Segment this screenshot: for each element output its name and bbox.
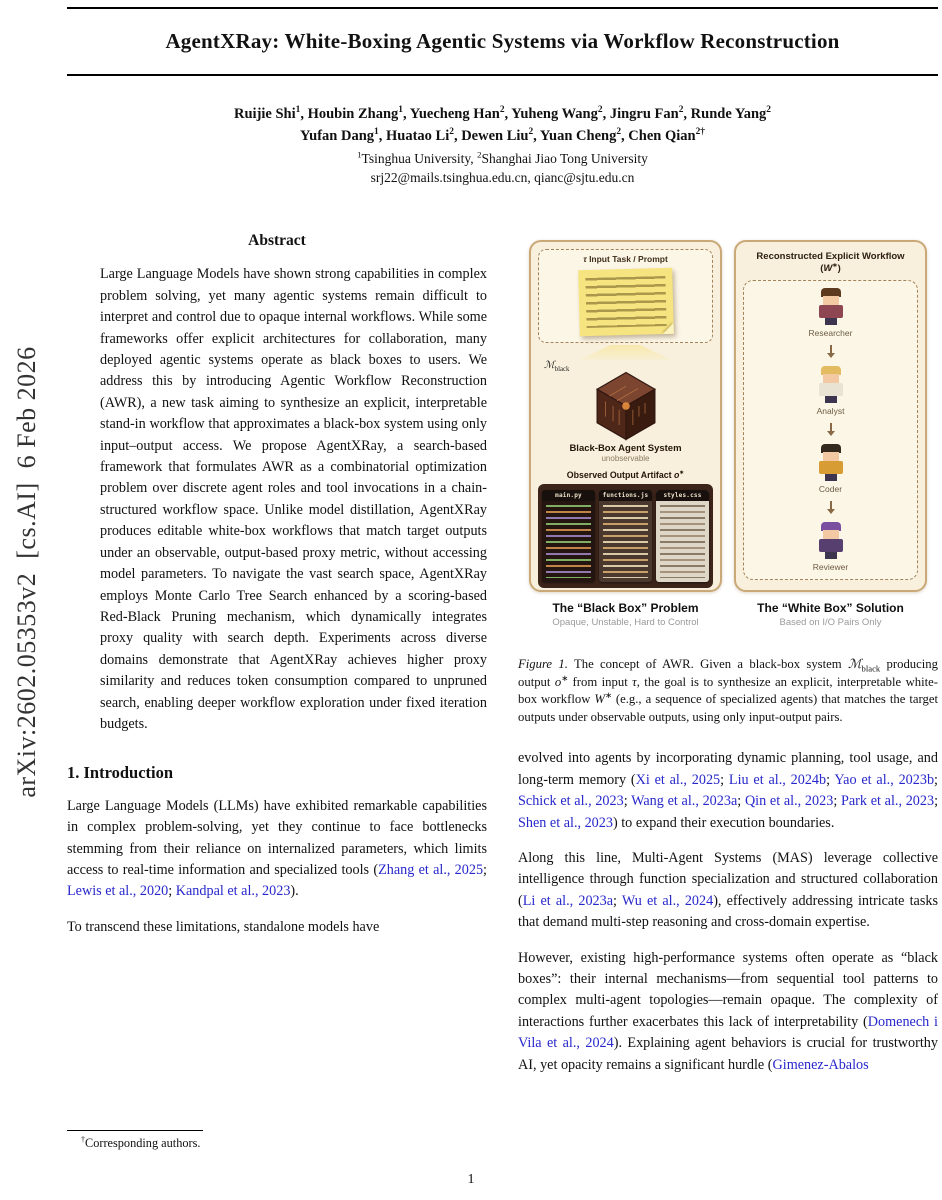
sprite-torso [819, 539, 843, 552]
agent-label: Researcher [808, 328, 853, 338]
text-span: ; [934, 771, 938, 788]
black-box-panel [529, 240, 722, 592]
affiliations [67, 151, 938, 167]
text-span: ; [934, 793, 939, 810]
text-span: ; [826, 771, 835, 788]
agent-reviewer [813, 522, 848, 572]
text-span: ) [837, 263, 841, 274]
citation-link[interactable]: Domenech i Vila et al., 2024 [518, 1013, 938, 1052]
footnote-rule [67, 1130, 203, 1131]
text-span: 2 [477, 149, 482, 160]
text-span: , Huatao Li [378, 128, 450, 144]
text-span: However, existing high-performance systems often operate as “black boxes”: their internal mechanisms—from sequential tool patterns to complex multi-agent topologies—remain opaque. The complexity of interactions further exacerbates this lack of interpretability ( [518, 949, 938, 1030]
text-span: Yufan Dang [300, 128, 375, 144]
figure-1 [529, 240, 927, 628]
sprite-legs [825, 552, 837, 559]
text-span: 2 [499, 105, 505, 116]
sprite-legs [825, 396, 837, 403]
footnote [67, 1130, 487, 1151]
text-span: ℳ [544, 360, 555, 371]
agent-label: Analyst [816, 406, 845, 416]
text-span: ), effectively addressing intricate tasks that demand multi-step reasoning and cross-domain expertise. [518, 892, 938, 931]
author-block [67, 103, 938, 186]
text-span: ℳ [847, 657, 862, 671]
text-span: (e.g., a sequence of specialized agents) that matches the target outputs under observable outputs, using only input-output pairs. [518, 692, 938, 724]
text-span: o [674, 470, 680, 480]
code-filename-functions-js: functions.js [599, 490, 652, 501]
citation-link[interactable]: Yao et al., 2023b [834, 771, 935, 788]
reviewer-character-icon [816, 522, 846, 559]
text-span: black [554, 366, 570, 373]
unobservable-label: unobservable [601, 454, 650, 463]
input-task-label [543, 254, 708, 264]
text-span: , Yuheng Wang [504, 106, 598, 122]
sprite-torso [819, 383, 843, 396]
researcher-character-icon [816, 288, 846, 325]
agent-coder [816, 444, 846, 494]
intro-paragraph-2: To transcend these limitations, standalone models have [67, 918, 380, 935]
text-span: 2† [695, 127, 705, 138]
tau-symbol: τ [583, 254, 587, 264]
code-filename-main-py: main.py [542, 490, 595, 501]
sprite-torso [819, 305, 843, 318]
white-box-solution-subtitle: Based on I/O Pairs Only [779, 617, 882, 628]
text-span: ; [623, 793, 632, 810]
sprite-face [823, 452, 839, 461]
prompt-sticky-note-icon [578, 268, 674, 336]
body-paragraph-2 [518, 848, 938, 934]
title-rule [67, 74, 938, 76]
text-span: 1 [357, 149, 362, 160]
text-span: ; [737, 793, 745, 810]
text-span: ∗ [604, 690, 612, 700]
text-span: 1 [295, 105, 301, 116]
text-span: , Dewen Liu [453, 128, 529, 144]
text-span: , Houbin Zhang [300, 106, 399, 122]
right-column [518, 230, 938, 1090]
text-span: black [861, 663, 881, 674]
text-span: , Yuan Cheng [533, 128, 617, 144]
workflow-box [743, 280, 918, 580]
code-window-functions-js [599, 490, 652, 582]
footnote-text [67, 1136, 487, 1151]
text-span: , Yuecheng Han [402, 106, 500, 122]
figure-1-caption [518, 656, 938, 726]
sprite-face [823, 530, 839, 539]
flow-arrow-icon [830, 501, 832, 515]
text-span: Observed Output Artifact [566, 470, 675, 480]
section-heading-introduction: 1. Introduction [67, 763, 174, 783]
code-lines-decoration [603, 505, 648, 578]
citation-link[interactable]: Gimenez-Abalos [772, 1056, 869, 1073]
arxiv-stamp: arXiv:2602.05353v2 [cs.AI] 6 Feb 2026 [12, 346, 41, 798]
text-span: from input [568, 674, 633, 689]
sprite-face [823, 374, 839, 383]
sprite-legs [825, 318, 837, 325]
black-box-problem-subtitle: Opaque, Unstable, Hard to Control [552, 617, 699, 628]
text-span: producing output [518, 657, 938, 689]
agent-analyst [816, 366, 846, 416]
text-span: 2 [616, 127, 622, 138]
body-paragraph-1 [518, 748, 938, 834]
text-span: Ruijie Shi [234, 106, 296, 122]
citation-link[interactable]: Park et al., 2023 [840, 793, 935, 810]
top-rule [67, 7, 938, 9]
workflow-title [743, 251, 918, 275]
text-span: W [823, 263, 833, 274]
sprite-legs [825, 474, 837, 481]
citation-link[interactable]: Lewis et al., 2020 [67, 883, 169, 900]
text-span: Along this line, Multi-Agent Systems (MAS) leverage collective intelligence through function specialization and structured collaboration ( [518, 850, 938, 909]
author-emails: srj22@mails.tsinghua.edu.cn, qianc@sjtu.edu.cn [370, 170, 635, 185]
analyst-character-icon [816, 366, 846, 403]
page-number: 1 [467, 1172, 475, 1187]
text-span: , Chen Qian [621, 128, 696, 144]
coder-character-icon [816, 444, 846, 481]
text-span: ( [820, 263, 824, 274]
mblack-label [544, 360, 713, 371]
text-span: ; [483, 861, 487, 878]
text-span: ). Explaining agent behaviors is crucial for trustworthy AI, yet opacity remains a significant hurdle ( [518, 1035, 938, 1073]
text-span: o [554, 674, 562, 689]
citation-link[interactable]: Qin et al., 2023 [744, 793, 834, 810]
agent-researcher [809, 288, 853, 338]
agent-label: Reviewer [812, 562, 849, 572]
text-span: ; [168, 883, 176, 900]
citation-link[interactable]: Schick et al., 2023 [518, 793, 624, 810]
body-paragraph-3 [518, 948, 938, 1076]
code-window-main-py [542, 490, 595, 582]
flow-arrow-icon [830, 345, 832, 359]
citation-link[interactable]: Wang et al., 2023a [631, 793, 738, 810]
code-lines-decoration [546, 505, 591, 578]
intro-paragraph-1 [67, 796, 487, 903]
flow-arrow-icon [830, 423, 832, 437]
left-column [67, 230, 487, 1090]
text-span: ; [613, 892, 622, 909]
text-span: ∗ [679, 470, 685, 477]
text-span: ∗ [832, 261, 838, 269]
abstract-heading: Abstract [248, 232, 306, 249]
citation-link[interactable]: Kandpal et al., 2023 [175, 883, 291, 900]
citation-link[interactable]: Li et al., 2023a [522, 892, 614, 909]
sprite-face [823, 296, 839, 305]
text-span: τ [632, 674, 637, 689]
code-filename-styles-css: styles.css [656, 490, 709, 501]
input-task-box [538, 249, 713, 343]
citation-link[interactable]: Shen et al., 2023 [518, 814, 613, 831]
text-span: 2 [678, 105, 684, 116]
text-span: ). [290, 883, 299, 900]
text-span: 2 [597, 105, 603, 116]
observed-output-label [538, 470, 713, 480]
text-span: evolved into agents by incorporating dynamic planning, tool usage, and long-term memory ( [518, 750, 938, 788]
workflow-title-line1: Reconstructed Explicit Workflow [756, 251, 905, 262]
authors-line-1 [67, 103, 938, 125]
text-span: ∗ [561, 673, 569, 683]
text-span: Figure 1. [518, 657, 568, 671]
authors-line-2 [67, 125, 938, 147]
sprite-torso [819, 461, 843, 474]
text-span: Corresponding authors. [85, 1136, 201, 1150]
text-span: † [81, 1134, 85, 1144]
text-span: , Runde Yang [683, 106, 767, 122]
text-span: W [594, 692, 605, 707]
black-box-problem-label [529, 601, 722, 628]
text-span: , Jingru Fan [602, 106, 679, 122]
text-span: , the goal is to synthesize an explicit, interpretable white-box workflow [518, 674, 938, 707]
white-box-panel [734, 240, 927, 592]
figure-1-panels [529, 240, 927, 592]
text-span: Tsinghua University, [361, 151, 478, 166]
text-span: ; [833, 793, 841, 810]
agent-label: Coder [818, 484, 843, 494]
citation-link[interactable]: Zhang et al., 2025 [378, 861, 484, 878]
white-box-solution-title: The “White Box” Solution [757, 601, 904, 615]
text-span: ) to expand their execution boundaries. [612, 814, 835, 831]
black-box-problem-title: The “Black Box” Problem [552, 601, 699, 615]
text-span: 1 [374, 127, 379, 138]
text-span: The concept of AWR. Given a black-box system [567, 657, 848, 671]
black-box-cube-icon [594, 371, 658, 441]
white-box-solution-label [734, 601, 927, 628]
text-span: ; [720, 771, 729, 788]
code-window-styles-css [656, 490, 709, 582]
input-task-label-text: Input Task / Prompt [589, 254, 668, 264]
code-lines-decoration [660, 505, 705, 578]
abstract-text: Large Language Models have shown strong capabilities in complex problem solving, yet many agentic systems remain difficult to interpret and control due to opaque internal workflows. While some frameworks offer explicit architectures for collaboration, many deployed agentic systems operate as black boxes to users. We address this by introducing Agentic Workflow Reconstruction (AWR), a new task aiming to synthesize an explicit, interpretable stand-in workflow that approximates a black-box system using only input–output access. We propose AgentXRay, a search-based framework that formulates AWR as a combinatorial optimization problem over discrete agent roles and tool invocations in a chain-structured workflow space. Unlike model distillation, AgentXRay produces editable white-box workflows that match target outputs under an observable, output-based proxy metric, without accessing model parameters. To navigate the vast search space, AgentXRay employs Monte Carlo Tree Search enhanced by a scoring-based Red-Black Pruning mechanism, which dynamically integrates proxy quality with search depth. Experiments across diverse domains demonstrate that AgentXRay achieves higher proxy similarity and reduces token consumption compared to unpruned search, enabling deeper workflow exploration under fixed iteration budgets. [100, 266, 487, 732]
text-span: 2 [528, 127, 534, 138]
workflow-title-line2 [743, 263, 918, 275]
text-span: 2 [766, 105, 771, 116]
text-span: Large Language Models (LLMs) have exhibited remarkable capabilities in complex problem-solving, yet they continue to face bottlenecks stemming from their reliance on internalized parameters, which limits access to real-time information and specialized tools ( [67, 797, 487, 878]
figure-1-bottom-labels [529, 601, 927, 628]
citation-link[interactable]: Wu et al., 2024 [621, 892, 714, 909]
light-beam-decoration [580, 345, 672, 360]
two-column-body [67, 230, 938, 1090]
text-span: Shanghai Jiao Tong University [481, 151, 648, 166]
citation-link[interactable]: Liu et al., 2024b [728, 771, 827, 788]
paper-title: AgentXRay: White-Boxing Agentic Systems via Workflow Reconstruction [165, 29, 840, 53]
output-artifacts-row [538, 484, 713, 588]
black-box-system-label: Black-Box Agent System [569, 443, 682, 454]
citation-link[interactable]: Xi et al., 2025 [635, 771, 721, 788]
text-span: 2 [449, 127, 454, 138]
text-span: 1 [398, 105, 403, 116]
